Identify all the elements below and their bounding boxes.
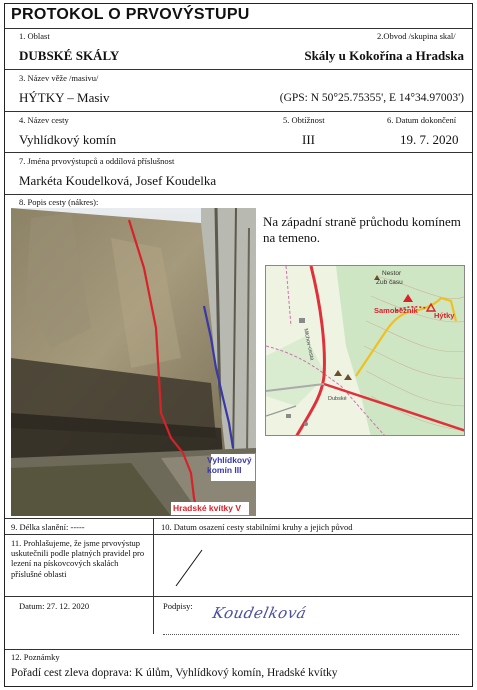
gps-value: (GPS: N 50°25.75355', E 14°34.97003') [279, 92, 464, 104]
notes-label: 12. Poznámky [11, 652, 60, 662]
divider [5, 649, 472, 650]
description-label: 8. Popis cesty (nákres): [19, 197, 99, 207]
signature: Koudelková [211, 604, 309, 622]
anchors-label: 10. Datum osazení cesty stabilními kruhy a jejich původ [161, 522, 353, 532]
route-label: 4. Název cesty [19, 115, 69, 125]
map-label-nestor: Nestor [382, 270, 402, 277]
divider [5, 69, 472, 70]
divider [5, 194, 472, 195]
completion-label: 6. Datum dokončení [387, 115, 457, 125]
location-map [265, 265, 465, 436]
divider [5, 152, 472, 153]
completion-value: 19. 7. 2020 [400, 132, 459, 147]
difficulty-label: 5. Obtížnost [283, 115, 325, 125]
route-photo [11, 208, 256, 516]
form-title: PROTOKOL O PRVOVÝSTUPU [11, 6, 250, 23]
declaration-date: Datum: 27. 12. 2020 [19, 601, 90, 611]
declaration-text: 11. Prohlašujeme, že jsme prvovýstup uskutečnili podle platných pravidel pro lezení na pískovcových skalách příslušné oblasti [11, 538, 145, 579]
area-value: DUBSKÉ SKÁLY [19, 48, 120, 63]
tower-value: HÝTKY – Masiv [19, 90, 110, 105]
area-label: 1. Oblast [19, 31, 50, 41]
divider [5, 518, 472, 519]
divider [5, 28, 472, 29]
photo-label-route1: Vyhlídkový komín III [207, 455, 252, 475]
map-label-rock: Dubské [328, 396, 347, 402]
divider [5, 111, 472, 112]
tower-label: 3. Název věže /masivu/ [19, 73, 99, 83]
protocol-form [4, 3, 473, 687]
map-label-samobeznik: Samoběžník [374, 306, 418, 315]
district-value: Skály u Kokořína a Hradska [304, 48, 464, 63]
divider [5, 596, 472, 597]
climbers-label: 7. Jména prvovýstupců a oddílová příslušnost [19, 156, 175, 166]
district-label: 2.Obvod /skupina skal/ [377, 31, 456, 41]
map-label-hytky: Hýtky [434, 311, 455, 320]
climbers-value: Markéta Koudelková, Josef Koudelka [19, 173, 217, 188]
map-drawing [266, 266, 465, 436]
rappel-label: 9. Délka slanění: ----- [11, 522, 85, 532]
map-label-zub: Zub času [376, 279, 403, 286]
difficulty-value: III [302, 132, 315, 147]
photo-label-route2: Hradské kvítky V [173, 503, 242, 513]
notes-value: Pořadí cest zleva doprava: K úlům, Vyhlídkový komín, Hradské kvítky [11, 667, 338, 679]
route-value: Vyhlídkový komín [19, 132, 117, 147]
signature-line [163, 634, 459, 635]
signatures-label: Podpisy: [163, 601, 193, 611]
description-text: Na západní straně průchodu komínem na temeno. [263, 214, 461, 245]
map-label-road: Mlchov-cesta [302, 328, 315, 361]
empty-field-strike [154, 534, 470, 596]
